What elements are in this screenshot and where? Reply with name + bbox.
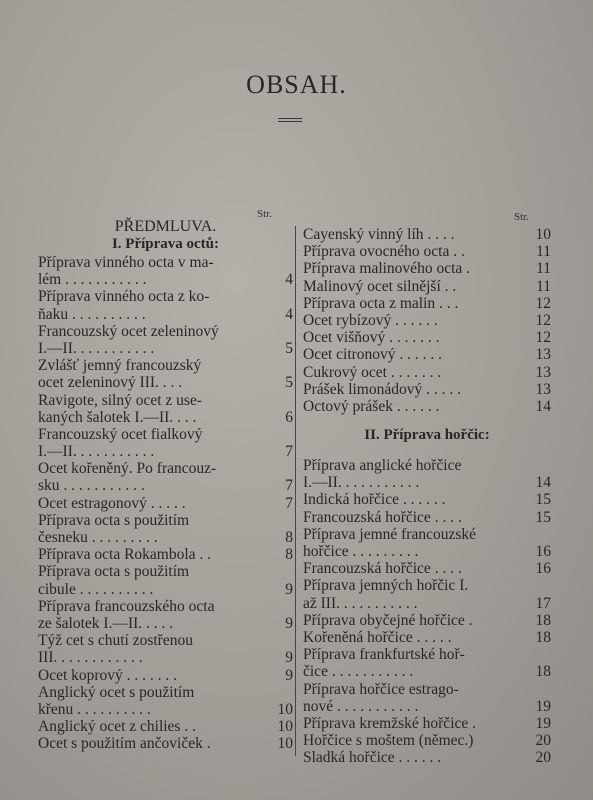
toc-entry-text: Příprava vinného octa z ko- [38,288,210,306]
toc-page-number: 16 [535,543,551,560]
toc-page-number: 11 [536,260,551,278]
toc-page-number: 20 [535,732,551,750]
toc-entry-line [38,632,293,649]
toc-entry-line [303,312,551,329]
toc-entry-text: cibule . . . . . . . . . . [38,580,154,598]
toc-entry-text: Prášek limonádový . . . . . [303,380,461,398]
toc-entry-line [38,546,293,563]
toc-entry-line [38,443,293,460]
toc-page-number: 10 [535,226,551,243]
toc-page-number: 11 [536,277,551,295]
toc-entry-line [303,715,551,732]
toc-entry-text: sku . . . . . . . . . . . [38,477,145,495]
title-rule [278,118,302,122]
toc-entry-text: Příprava vinného octa v ma- [38,254,214,271]
toc-entry-line [38,563,293,580]
toc-page-number: 9 [285,580,293,598]
toc-entry-text: až III. . . . . . . . . . . [303,594,418,612]
toc-entry-line [303,612,551,629]
toc-page-number: 5 [285,339,293,357]
toc-page-number: 17 [535,594,551,612]
column-divider [295,226,296,756]
toc-entry-text: Příprava jemné francouzské [303,525,477,543]
toc-right-column [303,226,551,766]
toc-entry-line [303,243,551,260]
toc-entry-line [303,509,551,526]
toc-entry-text: Cayenský vinný líh . . . . [303,226,455,243]
toc-entry-text: Hořčice s moštem (němec.) [303,732,474,750]
toc-page-number: 9 [285,666,293,684]
section-heading: II. Příprava hořčic: [364,427,490,444]
toc-entry-text: Příprava octa Rokambola . . [38,546,212,564]
right-page-column-label: Str. [514,211,529,223]
toc-entry-text: Příprava frankfurtské hoř- [303,646,465,664]
section-spacer [303,445,551,457]
toc-entry-text: Cukrový ocet . . . . . . . [303,363,442,381]
toc-page-number: 9 [285,649,293,667]
toc-page-number: 20 [535,749,551,767]
toc-entry-line [38,615,293,632]
toc-entry-line [38,340,293,357]
toc-entry-line [303,364,551,381]
toc-entry-text: Malinový ocet silnější . . [303,277,457,295]
toc-entry-line [303,560,551,577]
toc-entry-text: Kořeněná hořčice . . . . . [303,628,452,646]
toc-entry-line [38,701,293,718]
toc-entry-text: čice . . . . . . . . . . . [303,663,414,681]
toc-page-number: 10 [277,718,293,736]
section-heading: PŘEDMLUVA. [114,218,217,235]
toc-page-number: 15 [535,508,551,526]
toc-entry-text: Ocet koprový . . . . . . . [38,666,178,684]
toc-page-number: 12 [535,311,551,329]
toc-entry-text: Příprava hořčice estrago- [303,680,459,698]
toc-page-number: 13 [535,363,551,381]
toc-entry-line [38,271,293,288]
toc-entry-line [38,649,293,666]
toc-page-number: 15 [535,491,551,509]
toc-entry-line [38,735,293,752]
toc-entry-line [38,374,293,391]
toc-entry-text: Příprava ovocného octa . . [303,243,465,261]
toc-entry-text: Příprava obyčejné hořčice . [303,611,473,629]
toc-page-number: 11 [536,243,551,261]
toc-entry-line [38,477,293,494]
toc-entry-text: Francouzská hořčice . . . . [303,560,462,578]
toc-entry-text: ocet zeleninový III. . . . [38,374,183,392]
toc-entry-text: Anglický ocet z chilies . . [38,718,196,736]
toc-entry-text: česneku . . . . . . . . . [38,529,158,546]
page-title: OBSAH. [246,70,347,99]
toc-entry-text: ze šalotek I.—II. . . . . [38,614,174,632]
toc-entry-text: I.—II. . . . . . . . . . . [303,474,420,492]
toc-entry-line [303,681,551,698]
toc-entry-text: hořčice . . . . . . . . . [303,543,419,560]
toc-entry-text: Francouzský ocet fialkový [38,425,203,443]
toc-entry-line [303,629,551,646]
toc-entry-text: Příprava octa s použitím [38,563,190,581]
toc-entry-line [38,529,293,546]
toc-entry-text: Zvlášť jemný francouzský [38,357,202,375]
toc-page-number: 6 [285,408,293,426]
toc-entry-line [303,474,551,491]
toc-page-number: 10 [277,735,293,753]
toc-entry-text: Ocet kořeněný. Po francouz- [38,460,217,478]
toc-page-number: 9 [285,614,293,632]
toc-entry-line [303,278,551,295]
toc-entry-line [303,457,551,474]
toc-page-number: 12 [535,329,551,347]
section-spacer [303,415,551,427]
toc-entry-line [303,526,551,543]
toc-entry-line [38,254,293,271]
left-page-column-label: Str. [257,208,272,220]
toc-page-number: 7 [285,494,293,512]
toc-page-number: 4 [285,271,293,289]
toc-entry-text: Indická hořčice . . . . . . [303,491,446,509]
toc-entry-text: Sladká hořčice . . . . . . [303,749,442,767]
toc-entry-text: křenu . . . . . . . . . . [38,700,151,718]
toc-entry-line [303,663,551,680]
toc-entry-line [38,581,293,598]
toc-page-number: 10 [277,700,293,718]
toc-entry-line [38,288,293,305]
toc-page-number: 7 [285,443,293,461]
toc-page-number: 13 [535,380,551,398]
toc-entry-text: III. . . . . . . . . . . . [38,649,143,667]
toc-entry-text: lém . . . . . . . . . . . [38,271,147,289]
toc-entry-text: Ocet estragonový . . . . . [38,494,186,512]
toc-page-number: 19 [535,697,551,715]
toc-entry-line [303,491,551,508]
toc-entry-line [38,495,293,512]
toc-entry-text: Anglický ocet s použitím [38,683,195,701]
toc-page-number: 14 [535,397,551,415]
toc-entry-line [303,398,551,415]
toc-page-number: 18 [535,628,551,646]
toc-page-number: 8 [285,546,293,564]
toc-entry-text: Příprava anglické hořčice [303,457,462,475]
toc-page-number: 18 [535,611,551,629]
toc-entry-line [303,698,551,715]
toc-entry-text: ňaku . . . . . . . . . . [38,305,146,323]
toc-page-number: 4 [285,305,293,323]
toc-entry-line [303,543,551,560]
toc-left-column [38,218,293,752]
toc-entry-text: I.—II. . . . . . . . . . . [38,339,155,357]
toc-entry-line [38,460,293,477]
toc-entry-line [303,749,551,766]
toc-page-number: 5 [285,374,293,392]
toc-entry-line [38,323,293,340]
toc-page-number: 8 [285,529,293,546]
toc-page-number: 16 [535,560,551,578]
toc-entry-line [38,357,293,374]
toc-entry-line [38,598,293,615]
toc-page-number: 12 [535,294,551,312]
toc-entry-line [303,577,551,594]
toc-entry-text: Příprava octa s použitím [38,511,190,529]
toc-entry-text: Ocet višňový . . . . . . . [303,329,440,347]
toc-entry-line [38,667,293,684]
toc-entry-line [38,718,293,735]
toc-entry-line [303,595,551,612]
toc-page-number: 14 [535,474,551,492]
toc-entry-text: Příprava malinového octa . [303,260,471,278]
toc-entry-text: Příprava francouzského octa [38,597,215,615]
toc-entry-text: kaných šalotek I.—II. . . . [38,408,197,426]
toc-entry-text: I.—II. . . . . . . . . . . [38,443,155,461]
section-heading: I. Příprava octů: [111,236,220,252]
toc-entry-line [38,426,293,443]
toc-entry-line [303,329,551,346]
toc-entry-text: Příprava kremžské hořčice . [303,714,477,732]
toc-entry-line [38,306,293,323]
toc-entry-text: Příprava octa z malin . . . [303,294,459,312]
toc-entry-text: Ravigote, silný ocet z use- [38,391,202,409]
toc-entry-text: Příprava jemných hořčic I. [303,577,469,595]
toc-entry-line [303,646,551,663]
toc-entry-text: Francouzský ocet zeleninový [38,322,219,340]
toc-entry-line [303,732,551,749]
toc-entry-text: Francouzská hořčice . . . . [303,508,462,526]
toc-entry-line [303,226,551,243]
toc-entry-line [38,684,293,701]
toc-entry-line [38,512,293,529]
toc-entry-text: nové . . . . . . . . . . . [303,697,419,715]
toc-entry-text: Ocet s použitím ančoviček . [38,735,211,753]
toc-entry-line [38,409,293,426]
toc-page-number: 18 [535,663,551,681]
toc-page-number: 7 [285,477,293,495]
toc-entry-text: Ocet citronový . . . . . . [303,346,443,364]
toc-entry-text: Týž cet s chutí zostřenou [38,632,193,650]
toc-page-number: 13 [535,346,551,364]
toc-page-number: 19 [535,714,551,732]
toc-entry-line [303,381,551,398]
toc-entry-line [303,295,551,312]
toc-entry-text: Ocet rybízový . . . . . . [303,311,438,329]
toc-entry-line [303,260,551,277]
toc-entry-line [38,392,293,409]
toc-entry-text: Octový prášek . . . . . . [303,397,440,415]
toc-entry-line [303,346,551,363]
